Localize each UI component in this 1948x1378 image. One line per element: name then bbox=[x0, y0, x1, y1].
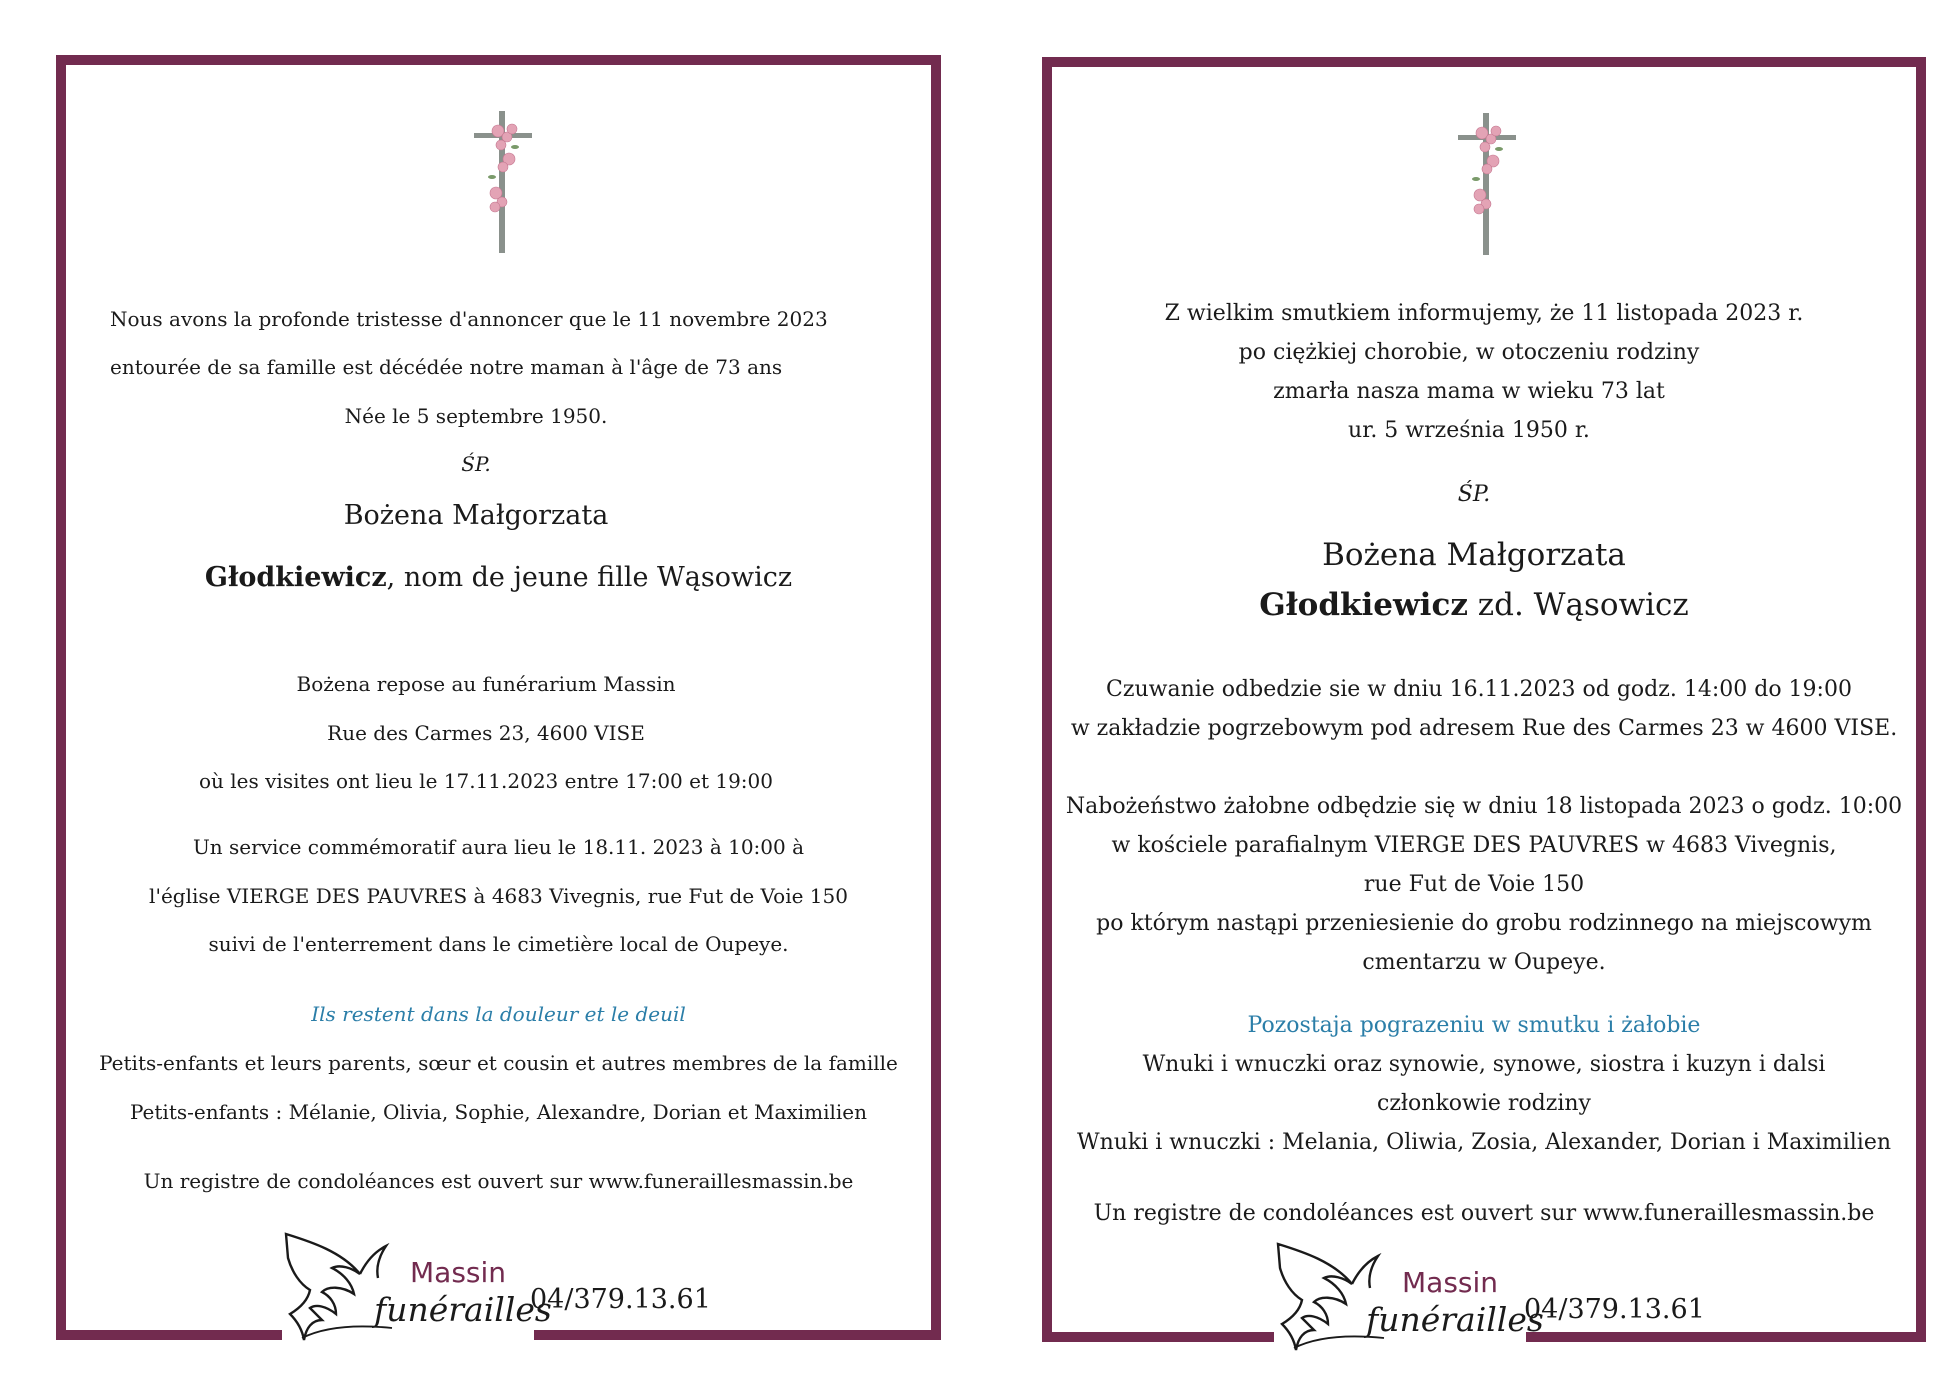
registry-line: Un registre de condoléances est ouvert sur www.funeraillesmassin.be bbox=[1093, 1201, 1875, 1226]
mass-line-5: cmentarzu w Oupeye. bbox=[1362, 950, 1606, 975]
massin-logo bbox=[1274, 1238, 1544, 1358]
intro-line-1: Nous avons la profonde tristesse d'annoncer que le 11 novembre 2023 bbox=[110, 307, 828, 331]
dove-icon bbox=[1274, 1238, 1394, 1358]
mass-line-3: rue Fut de Voie 150 bbox=[1363, 872, 1585, 897]
intro-line-4: ur. 5 września 1950 r. bbox=[1348, 418, 1590, 443]
wake-line-1: Czuwanie odbedzie sie w dniu 16.11.2023 od godz. 14:00 do 19:00 bbox=[1106, 677, 1852, 702]
maiden-name: , nom de jeune fille Wąsowicz bbox=[386, 562, 793, 593]
family-line-1: Petits-enfants et leurs parents, sœur et cousin et autres membres de la famille bbox=[99, 1051, 898, 1075]
family-line-2: członkowie rodziny bbox=[1377, 1091, 1591, 1116]
surname: Głodkiewicz bbox=[1259, 587, 1468, 623]
massin-logo bbox=[282, 1228, 552, 1348]
intro-line-2: po ciężkiej chorobie, w otoczeniu rodziny bbox=[1238, 340, 1700, 365]
family-line-3: Wnuki i wnuczki : Melania, Oliwia, Zosia, Alexander, Dorian i Maximilien bbox=[1076, 1130, 1892, 1155]
logo-word: funérailles bbox=[1366, 1300, 1544, 1339]
logo-name: Massin bbox=[410, 1256, 507, 1289]
wake-line-2: w zakładzie pogrzebowym pod adresem Rue des Carmes 23 w 4600 VISE. bbox=[1070, 716, 1898, 741]
phone-number: 04/379.13.61 bbox=[530, 1284, 711, 1315]
sp-abbreviation: ŚP. bbox=[1457, 482, 1491, 507]
logo-name: Massin bbox=[1402, 1266, 1499, 1299]
deceased-full-name bbox=[66, 562, 931, 593]
service-line-3: suivi de l'enterrement dans le cimetière local de Oupeye. bbox=[208, 932, 789, 956]
rest-line-2: Rue des Carmes 23, 4600 VISE bbox=[327, 721, 645, 745]
phone-number: 04/379.13.61 bbox=[1524, 1294, 1705, 1325]
mass-line-1: Nabożeństwo żałobne odbędzie się w dniu 18 listopada 2023 o godz. 10:00 bbox=[1065, 794, 1903, 819]
surname: Głodkiewicz bbox=[204, 562, 387, 593]
cross-with-blossoms-icon bbox=[468, 107, 538, 257]
sp-abbreviation: ŚP. bbox=[461, 452, 491, 476]
mourning-line: Ils restent dans la douleur et le deuil bbox=[311, 1002, 686, 1026]
dove-icon bbox=[282, 1228, 402, 1348]
deceased-first-names: Bożena Małgorzata bbox=[1322, 537, 1626, 573]
rest-line-1: Bożena repose au funérarium Massin bbox=[296, 672, 676, 696]
family-line-2: Petits-enfants : Mélanie, Olivia, Sophie, Alexandre, Dorian et Maximilien bbox=[130, 1100, 867, 1124]
maiden-name: zd. Wąsowicz bbox=[1467, 587, 1689, 623]
mass-line-2: w kościele parafialnym VIERGE DES PAUVRES w 4683 Vivegnis, bbox=[1111, 833, 1837, 858]
birth-date: Née le 5 septembre 1950. bbox=[344, 404, 608, 428]
cross-with-blossoms-icon bbox=[1452, 109, 1522, 259]
french-obituary-card bbox=[56, 55, 941, 1340]
deceased-full-name bbox=[1032, 587, 1916, 623]
rest-line-3: où les visites ont lieu le 17.11.2023 entre 17:00 et 19:00 bbox=[199, 769, 773, 793]
service-line-2: l'église VIERGE DES PAUVRES à 4683 Vivegnis, rue Fut de Voie 150 bbox=[149, 884, 848, 908]
polish-obituary-card bbox=[1042, 57, 1926, 1342]
deceased-first-names: Bożena Małgorzata bbox=[343, 500, 609, 531]
intro-line-3: zmarła nasza mama w wieku 73 lat bbox=[1273, 379, 1665, 404]
mourning-line: Pozostaja pograzeniu w smutku i żałobie bbox=[1247, 1013, 1701, 1038]
mass-line-4: po którym nastąpi przeniesienie do grobu rodzinnego na miejscowym bbox=[1096, 911, 1872, 936]
logo-word: funérailles bbox=[374, 1290, 552, 1329]
family-line-1: Wnuki i wnuczki oraz synowie, synowe, siostra i kuzyn i dalsi bbox=[1142, 1052, 1826, 1077]
intro-line-1: Z wielkim smutkiem informujemy, że 11 listopada 2023 r. bbox=[1164, 301, 1804, 326]
intro-line-2: entourée de sa famille est décédée notre maman à l'âge de 73 ans bbox=[110, 355, 783, 379]
registry-line: Un registre de condoléances est ouvert sur www.funeraillesmassin.be bbox=[143, 1169, 854, 1193]
service-line-1: Un service commémoratif aura lieu le 18.11. 2023 à 10:00 à bbox=[192, 835, 805, 859]
